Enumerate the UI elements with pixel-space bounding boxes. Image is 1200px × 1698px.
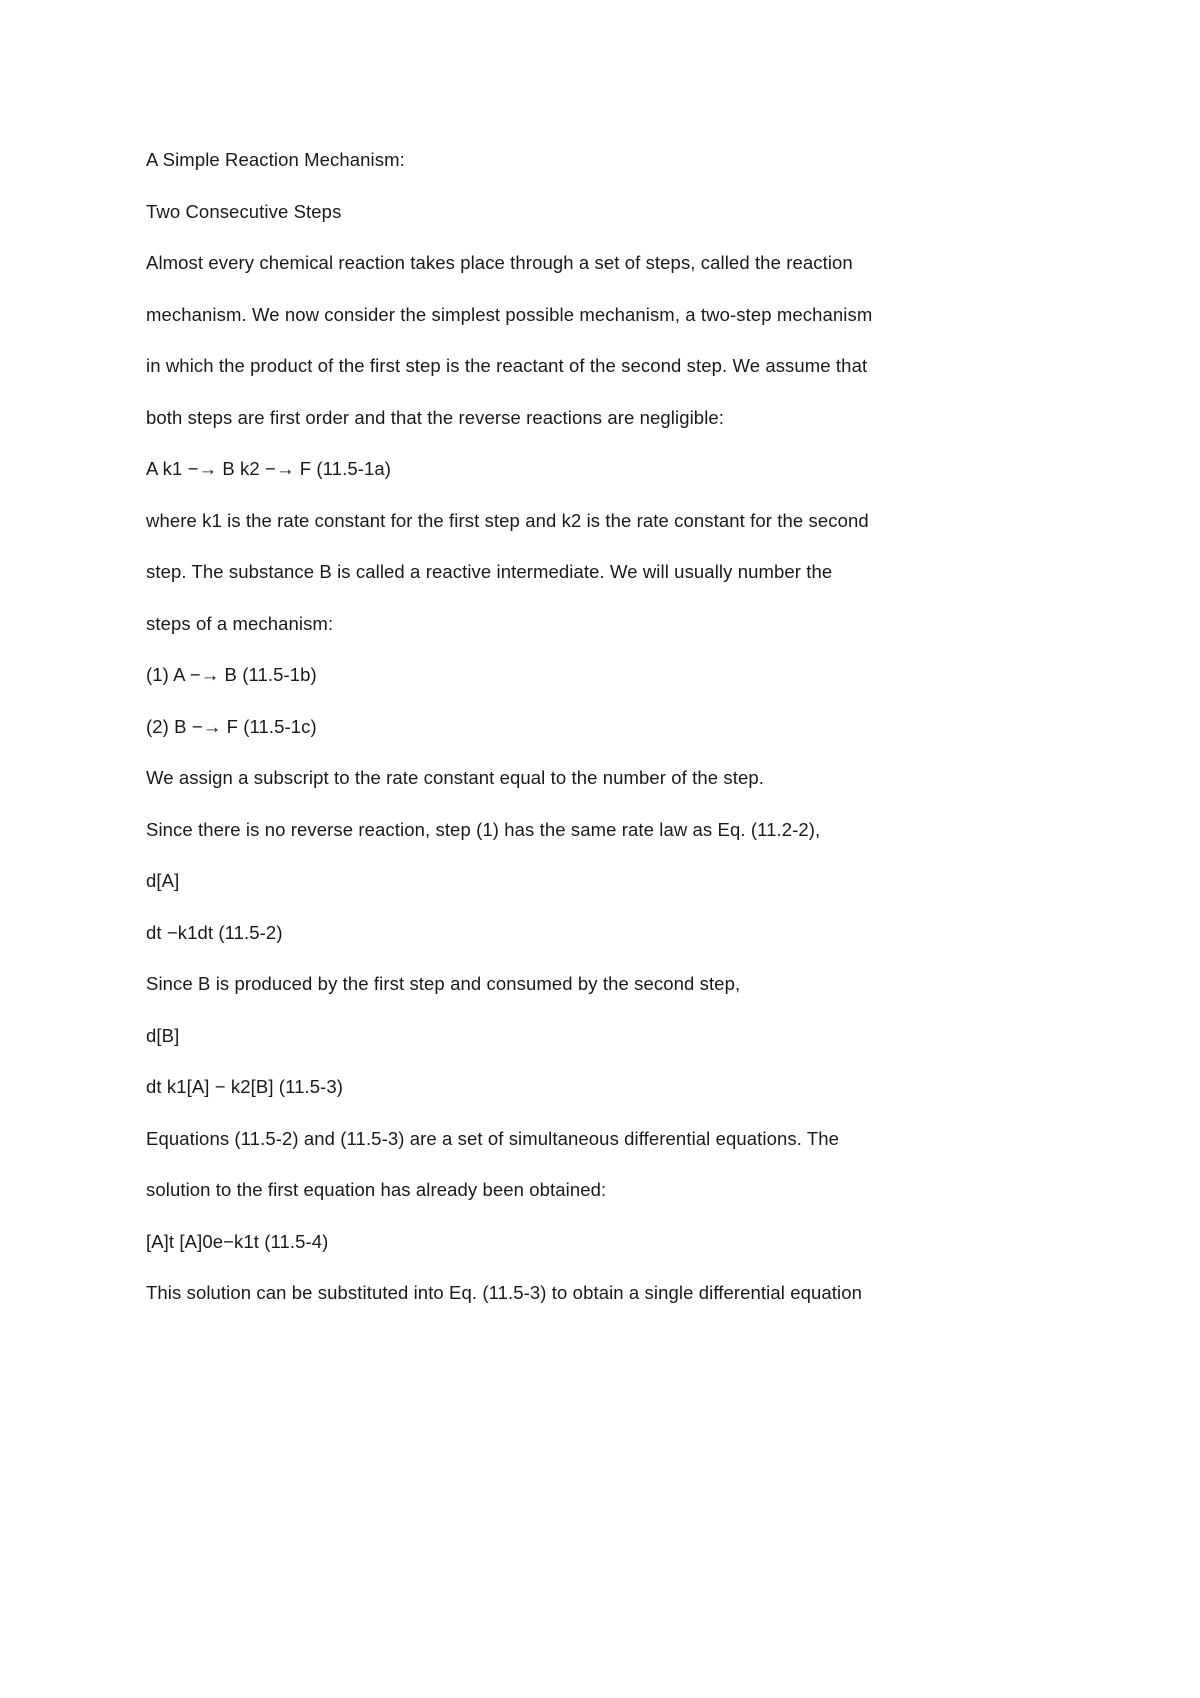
- equation-line: (1) A −→ B (11.5-1b): [146, 664, 317, 685]
- paragraph-line: We assign a subscript to the rate constant equal to the number of the step.: [146, 767, 765, 788]
- equation-line: d[A]: [146, 870, 180, 891]
- equation-line: A k1 −→ B k2 −→ F (11.5-1a): [146, 458, 392, 479]
- paragraph-line: step. The substance B is called a reactive intermediate. We will usually number the: [146, 561, 833, 582]
- equation-line: d[B]: [146, 1024, 180, 1046]
- paragraph-line: both steps are first order and that the reverse reactions are negligible:: [146, 406, 725, 428]
- equation-line: (2) B −→ F (11.5-1c): [146, 715, 317, 737]
- paragraph-line: Equations (11.5-2) and (11.5-3) are a set of simultaneous differential equations. The: [146, 1127, 840, 1149]
- document-body: [146, 148, 1086, 1333]
- paragraph-line: where k1 is the rate constant for the first step and k2 is the rate constant for the second: [146, 509, 869, 531]
- document-title: A Simple Reaction Mechanism:: [146, 149, 405, 170]
- equation-line: dt −k1dt (11.5-2): [146, 921, 283, 943]
- paragraph-line: solution to the first equation has already been obtained:: [146, 1179, 607, 1200]
- equation-line: [A]t [A]0e−k1t (11.5-4): [146, 1230, 329, 1252]
- paragraph-line: Since there is no reverse reaction, step (1) has the same rate law as Eq. (11.2-2),: [146, 818, 821, 840]
- paragraph-line: in which the product of the first step is the reactant of the second step. We assume that: [146, 355, 868, 376]
- paragraph-line: Almost every chemical reaction takes place through a set of steps, called the reaction: [146, 252, 853, 273]
- equation-line: dt k1[A] − k2[B] (11.5-3): [146, 1076, 344, 1097]
- paragraph-line: steps of a mechanism:: [146, 612, 334, 634]
- paragraph-line: mechanism. We now consider the simplest possible mechanism, a two-step mechanism: [146, 303, 873, 325]
- section-heading: Two Consecutive Steps: [146, 200, 342, 222]
- paragraph-line: Since B is produced by the first step and consumed by the second step,: [146, 973, 741, 994]
- paragraph-line: This solution can be substituted into Eq. (11.5-3) to obtain a single differential equation: [146, 1282, 862, 1303]
